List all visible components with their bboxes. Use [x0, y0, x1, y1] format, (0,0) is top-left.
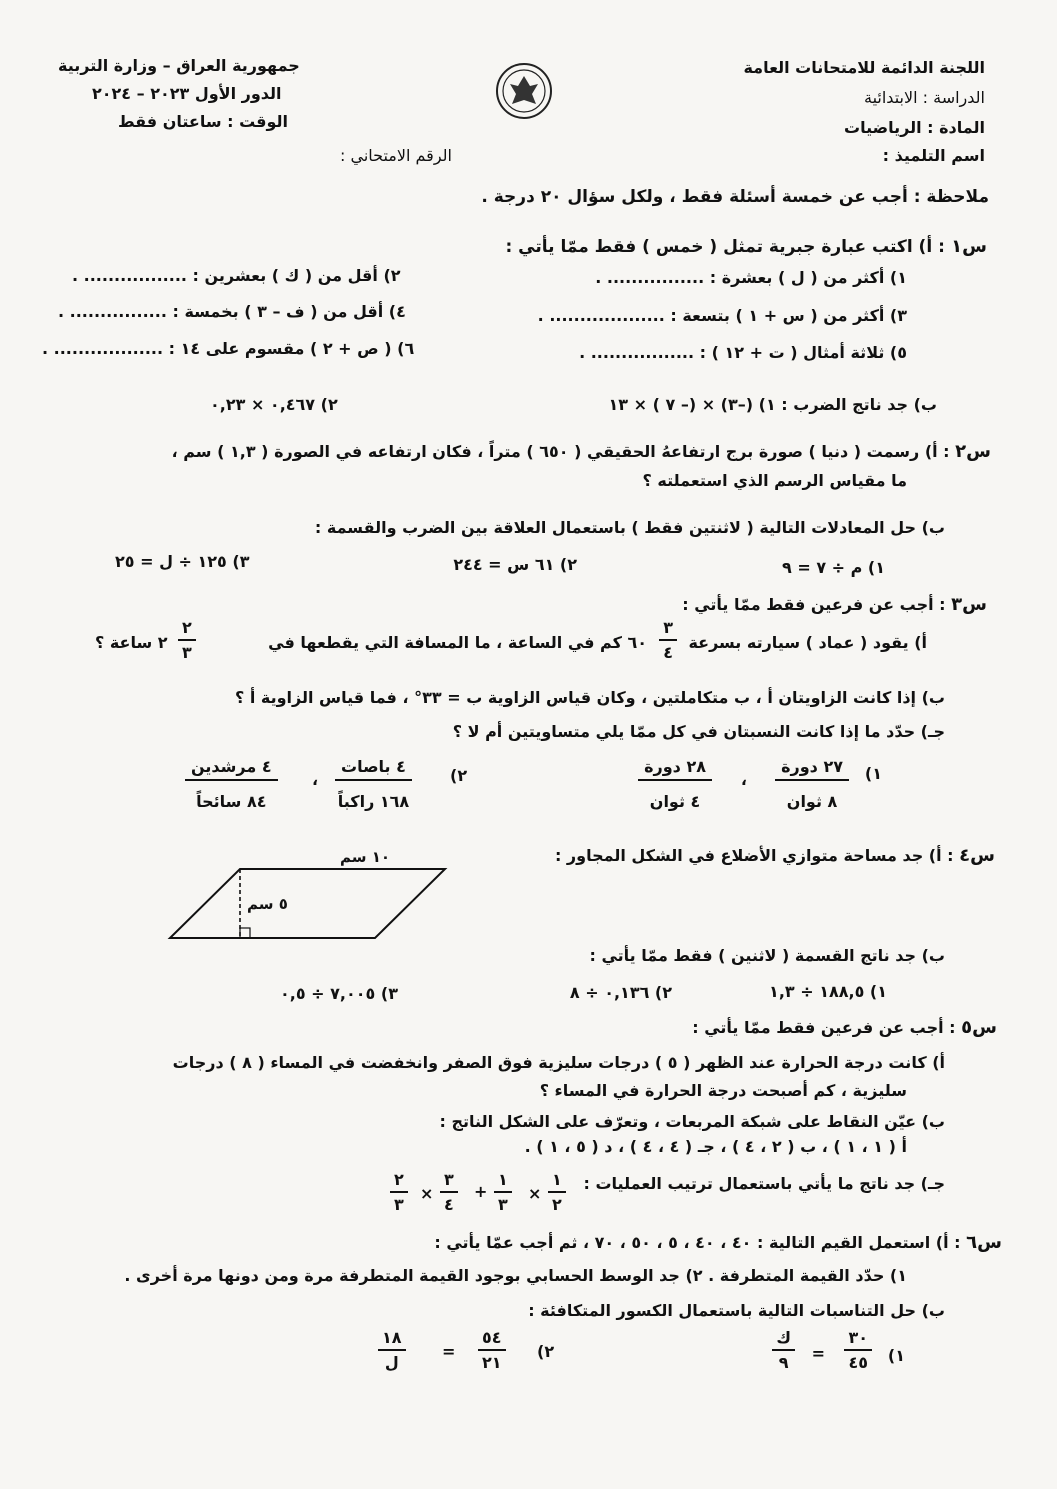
exam-round: الدور الأول ٢٠٢٣ – ٢٠٢٤: [92, 84, 282, 103]
q6-p2-equals: =: [442, 1342, 456, 1361]
q6-a-prompt: س٦ : أ) استعمل القيم التالية : ٤٠ ، ٤٠ ، ٥ ، ٥٠ ، ٧٠ ، ثم أجب عمّا يأتي :: [434, 1232, 1002, 1253]
q3-b-text: ب) إذا كانت الزاويتان أ ، ب متكاملتين ، وكان قياس الزاوية ب = ٣٣° ، فما قياس الزاوية أ ؟: [234, 688, 945, 707]
q1-item-5: ٥) ثلاثة أمثال ( ت + ١٢ ) : ................. .: [579, 343, 907, 362]
q5-a-line-1: أ) كانت درجة الحرارة عند الظهر ( ٥ ) درجات سليزية فوق الصفر وانخفضت في المساء ( ٨ ) درجات: [172, 1053, 945, 1072]
q5-fraction-1: ١ ٢: [548, 1172, 566, 1213]
q3-ratio-4: ٤ مرشدين ٨٤ سائحاً: [185, 758, 278, 810]
q1-item-3: ٣) أكثر من ( س + ١ ) بتسعة : ................... .: [537, 306, 907, 325]
q3-prompt: س٣ : أجب عن فرعين فقط ممّا يأتي :: [682, 594, 987, 615]
q6-b-prompt: ب) حل التناسبات التالية باستعمال الكسور المتكافئة :: [528, 1301, 945, 1320]
q5-times-1: ×: [528, 1184, 542, 1203]
q5-prompt: س٥ : أجب عن فرعين فقط ممّا يأتي :: [692, 1017, 997, 1038]
republic-ministry: جمهورية العراق – وزارة التربية: [58, 56, 300, 75]
q5-fraction-4: ٢ ٣: [390, 1172, 408, 1213]
q5-b-line-1: ب) عيّن النقاط على شبكة المربعات ، وتعرّف على الشكل الناتج :: [439, 1112, 945, 1131]
q1-item-2: ٢) أقل من ( ك ) بعشرين : ................. .: [72, 266, 401, 285]
parallelogram-figure: [165, 862, 455, 944]
q3-pair-1-label: ١): [864, 764, 882, 783]
q1-label: س١ : أ) اكتب عبارة جبرية تمثل ( خمس ) فقط ممّا يأتي :: [505, 236, 987, 257]
q4-a-prompt: س٤ : أ) جد مساحة متوازي الأضلاع في الشكل المجاور :: [554, 845, 995, 866]
q6-proportion-1-label: ١): [887, 1346, 905, 1365]
q3-comma-1: ،: [740, 770, 747, 789]
q5-times-2: ×: [420, 1184, 434, 1203]
q3-a-part-1: أ) يقود ( عماد ) سيارته بسرعة: [688, 633, 927, 652]
q3-a-part-2: ٦٠ كم في الساعة ، ما المسافة التي يقطعها في: [268, 633, 647, 652]
q3-speed-fraction: ٣ ٤: [659, 620, 677, 661]
q2-eq-2: ٢) ٦١ س = ٢٤٤: [453, 555, 577, 574]
q2-eq-3: ٣) ١٢٥ ÷ ل = ٢٥: [115, 552, 250, 571]
q5-fraction-2: ١ ٣: [494, 1172, 512, 1213]
q6-p1-right-fraction: ك ٩: [772, 1330, 795, 1371]
exam-note: ملاحظة : أجب عن خمسة أسئلة فقط ، ولكل سؤال ٢٠ درجة .: [481, 187, 989, 207]
q3-a-part-3: ٢ ساعة ؟: [95, 633, 168, 652]
q1-item-6: ٦) ( ص + ٢ ) مقسوم على ١٤ : .................. .: [42, 339, 415, 358]
q4-base-label: ١٠ سم: [340, 848, 391, 866]
q1-item-4: ٤) أقل من ( ف – ٣ ) بخمسة : ................ .: [58, 302, 406, 321]
q1-b-item-2: ٢) ٠,٤٦٧ × ٠,٢٣: [210, 395, 338, 414]
q5-fraction-3: ٣ ٤: [440, 1172, 458, 1213]
q6-p2-right-fraction: ١٨ ل: [378, 1330, 406, 1371]
q3-pair-2-label: ٢): [450, 766, 468, 785]
committee-name: اللجنة الدائمة للامتحانات العامة: [743, 58, 985, 77]
q6-p1-equals: =: [811, 1344, 825, 1363]
q4-height-label: ٥ سم: [247, 895, 288, 913]
exam-time: الوقت : ساعتان فقط: [118, 112, 289, 131]
q5-a-line-2: سليزية ، كم أصبحت درجة الحرارة في المساء ؟: [539, 1081, 907, 1100]
q5-plus: +: [474, 1182, 488, 1201]
q3-c-text: جـ) حدّد ما إذا كانت النسبتان في كل ممّا يلي متساويتين أم لا ؟: [452, 722, 945, 741]
exam-number-label: الرقم الامتحاني :: [340, 146, 452, 165]
study-level: الدراسة : الابتدائية: [864, 88, 985, 107]
q4-div-3: ٣) ٧,٠٠٥ ÷ ٠,٥: [280, 984, 398, 1003]
q6-p1-left-fraction: ٣٠ ٤٥: [844, 1330, 872, 1371]
q4-b-prompt: ب) جد ناتج القسمة ( لاثنين ) فقط ممّا يأتي :: [589, 946, 945, 965]
q3-time-fraction: ٢ ٣: [178, 620, 196, 661]
q6-proportion-2-label: ٢): [537, 1342, 555, 1361]
subject: المادة : الرياضيات: [844, 118, 985, 137]
q6-p2-left-fraction: ٥٤ ٢١: [478, 1330, 506, 1371]
q2-a-line-2: ما مقياس الرسم الذي استعملته ؟: [642, 471, 907, 490]
q5-c-prompt: جـ) جد ناتج ما يأتي باستعمال ترتيب العمليات :: [583, 1174, 945, 1193]
iraq-emblem-icon: [495, 62, 553, 120]
q2-a-line-1: س٢ : أ) رسمت ( دنيا ) صورة برج ارتفاعهُ الحقيقي ( ٦٥٠ ) متراً ، فكان ارتفاعه في الصورة ( ١,٣ ) سم ،: [171, 441, 991, 462]
q5-b-line-2: أ ( ١ ، ١ ) ، ب ( ٢ ، ٤ ) ، جـ ( ٤ ، ٤ ) ، د ( ٥ ، ١ ) .: [524, 1137, 907, 1156]
q3-ratio-3: ٤ باصات ١٦٨ راكباً: [335, 758, 412, 810]
q3-ratio-1: ٢٧ دورة ٨ ثوان: [775, 758, 849, 810]
q1-item-1: ١) أكثر من ( ل ) بعشرة : ................ .: [595, 268, 907, 287]
q2-eq-1: ١) م ÷ ٧ = ٩: [782, 558, 885, 577]
q4-div-2: ٢) ٠,١٣٦ ÷ ٨: [569, 983, 672, 1002]
student-name-label: اسم التلميذ :: [882, 146, 985, 165]
q2-b-prompt: ب) حل المعادلات التالية ( لاثنتين فقط ) باستعمال العلاقة بين الضرب والقسمة :: [314, 518, 945, 537]
q1-b-prompt: ب) جد ناتج الضرب : ١) (–٣) × (– ٧ ) × ١٣: [608, 395, 937, 414]
q6-a-items: ١) حدّد القيمة المتطرفة . ٢) جد الوسط الحسابي بوجود القيمة المتطرفة مرة ومن دونها مرة أخرى .: [124, 1266, 907, 1285]
q3-comma-2: ،: [312, 770, 319, 789]
q4-div-1: ١) ١٨٨,٥ ÷ ١,٣: [769, 982, 887, 1001]
q3-ratio-2: ٢٨ دورة ٤ ثوان: [638, 758, 712, 810]
